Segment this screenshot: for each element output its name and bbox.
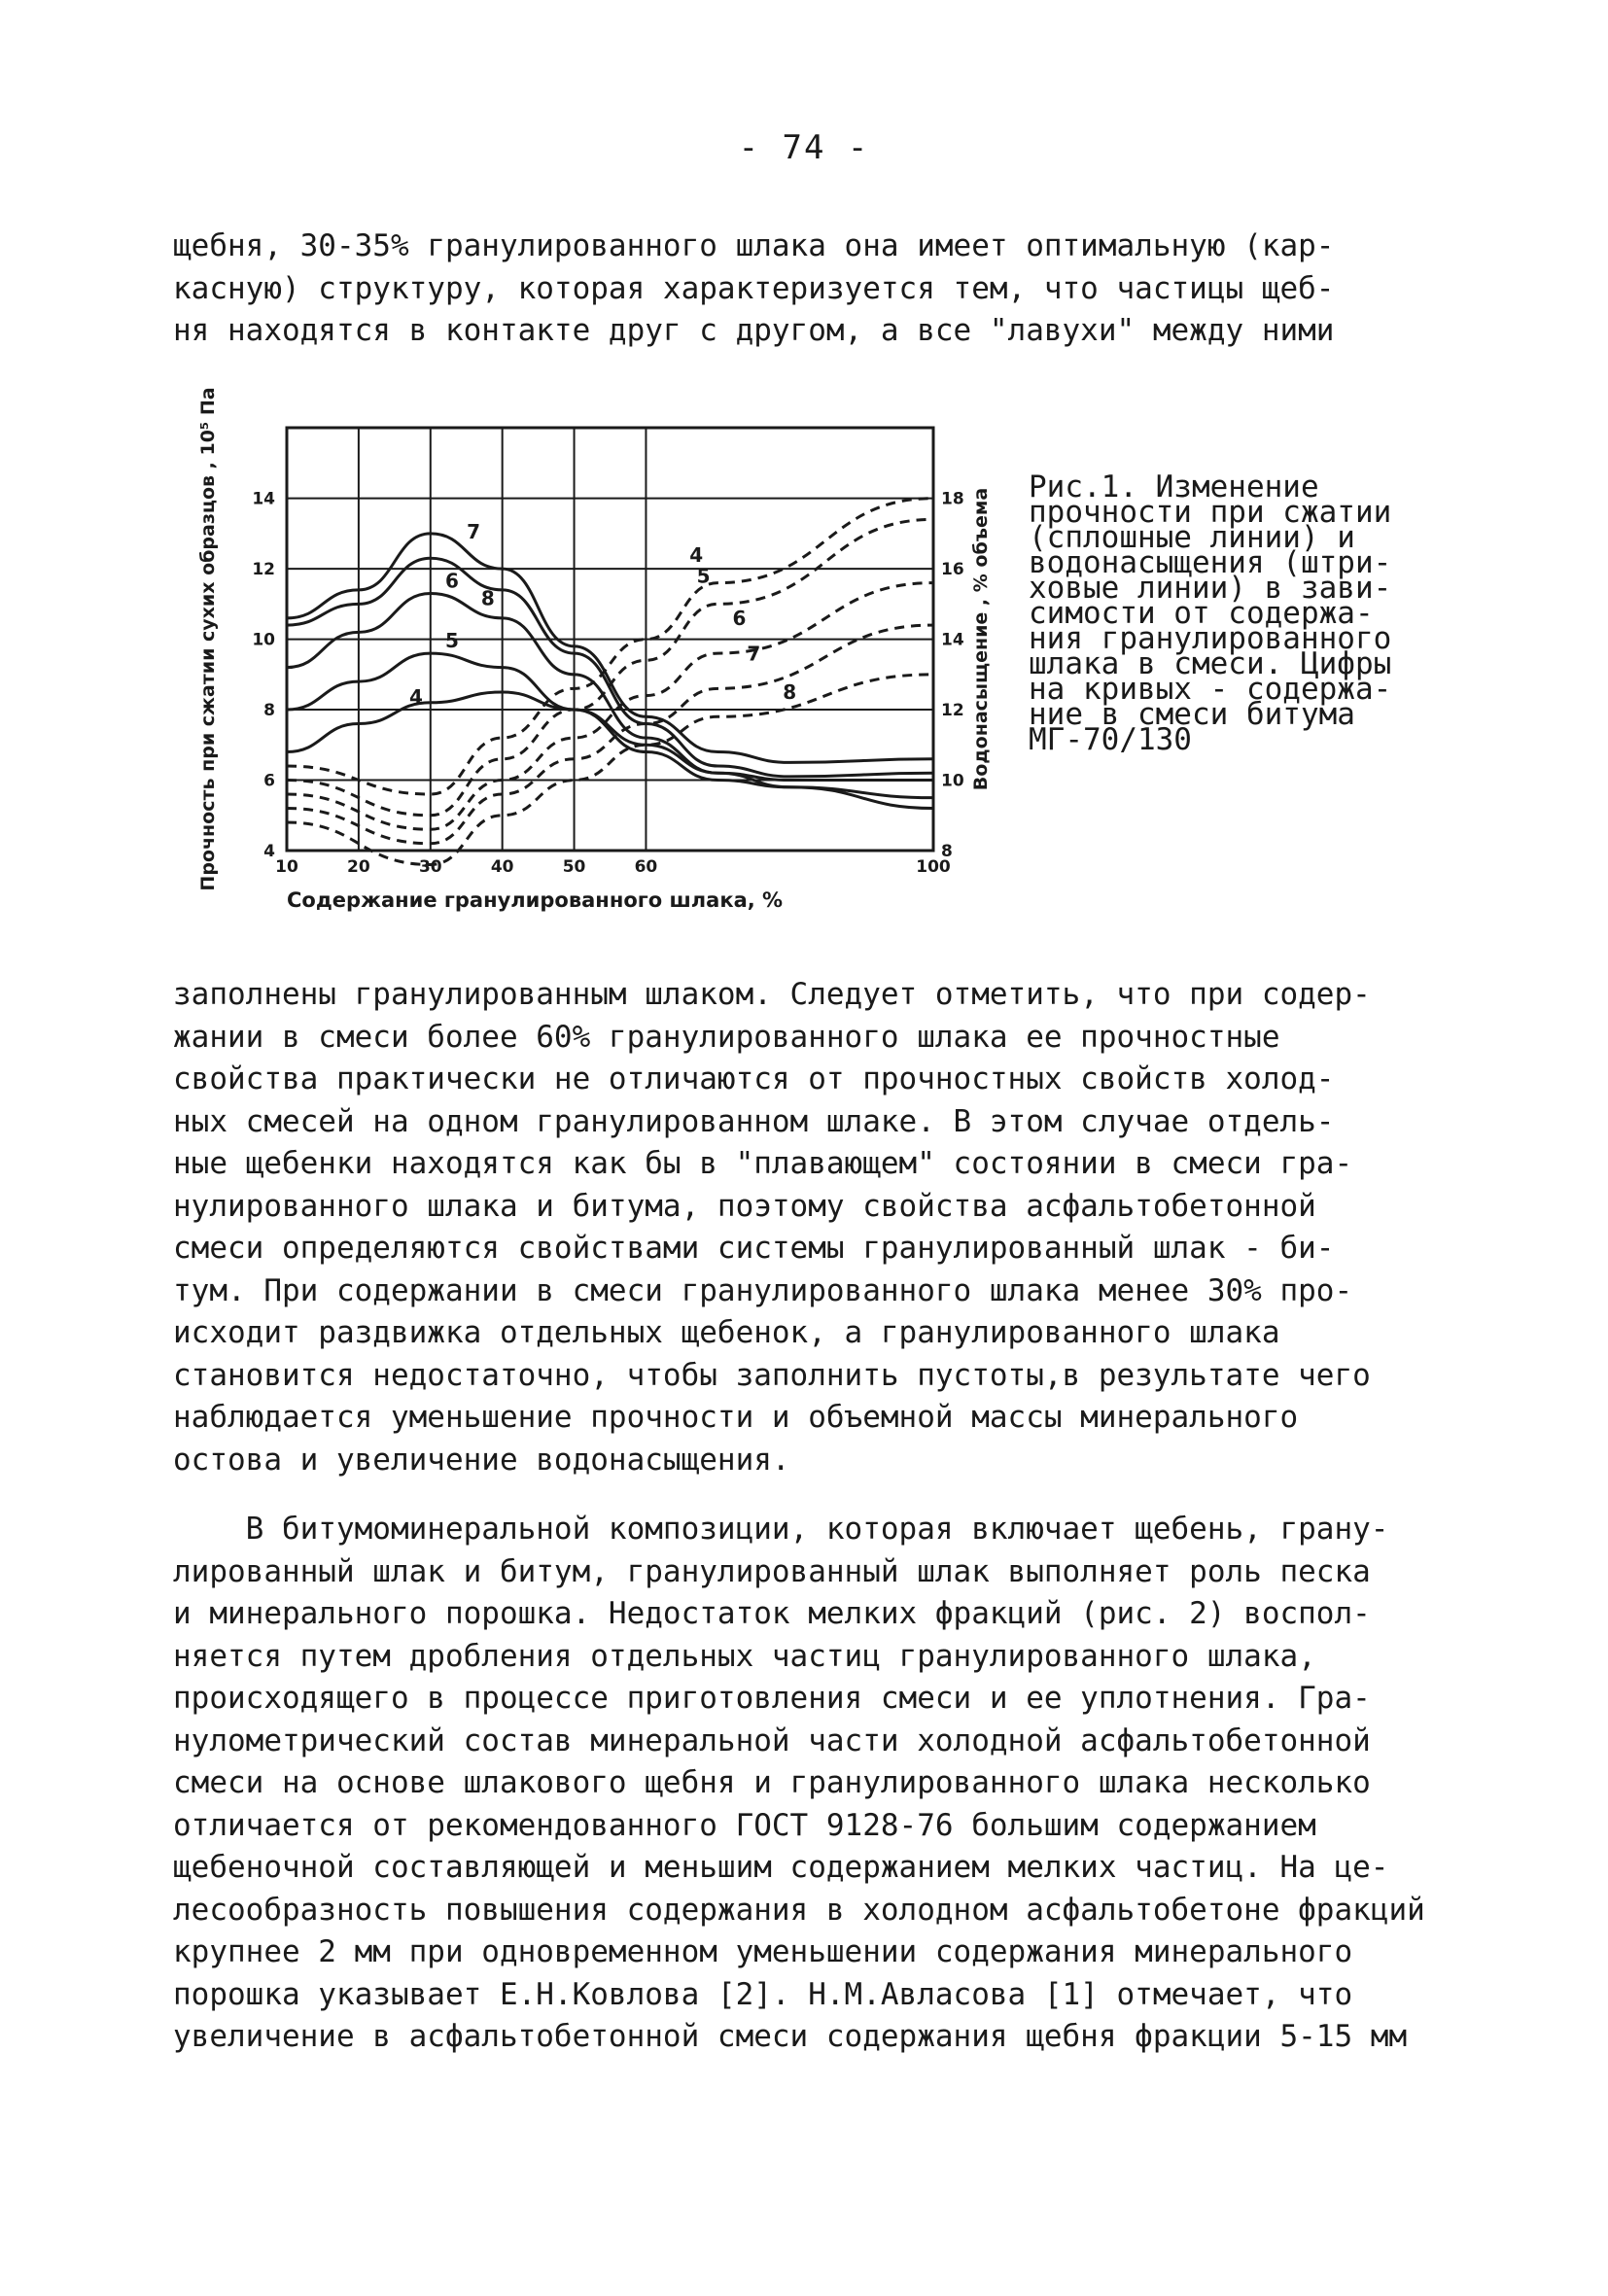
water-curve-label: 6 — [732, 607, 747, 631]
text-line: щебня, 30-35% гранулированного шлака она имеет оптимальную (кар- — [173, 228, 1335, 263]
text-line: отличается от рекомендованного ГОСТ 9128-76 большим содержанием — [173, 1807, 1316, 1843]
text-line: наблюдается уменьшение прочности и объемной массы минерального — [173, 1400, 1299, 1435]
paragraph-3 — [173, 1509, 1466, 2059]
text-line: смеси на основе шлакового щебня и гранулированного шлака несколько — [173, 1765, 1371, 1800]
text-line: порошка указывает Е.Н.Ковлова [2]. Н.М.Авласова [1] отмечает, что — [173, 1976, 1353, 2012]
text-line: остова и увеличение водонасыщения. — [173, 1442, 790, 1478]
x-tick-label: 50 — [562, 857, 586, 877]
strength-curve-8 — [287, 558, 933, 777]
text-line: и минерального порошка. Недостаток мелких фракций (рис. 2) воспол- — [173, 1596, 1371, 1631]
text-line: жании в смеси более 60% гранулированного шлака ее прочностные — [173, 1019, 1280, 1055]
water-curve-label: 7 — [747, 642, 761, 666]
text-line: становится недостаточно, чтобы заполнить пустоты,в результате чего — [173, 1357, 1371, 1393]
water-curve-7 — [287, 625, 933, 844]
x-tick-label: 100 — [916, 857, 951, 877]
water-curve-5 — [287, 519, 933, 815]
y-left-tick-label: 6 — [263, 771, 275, 791]
y-right-tick-label: 16 — [941, 560, 964, 580]
page-number: - 74 - — [738, 128, 870, 167]
figure-1 — [170, 387, 992, 933]
text-line: смеси определяются свойствами системы гранулированный шлак - би- — [173, 1231, 1335, 1266]
y-left-tick-label: 4 — [263, 842, 275, 861]
caption-line: (сплошные линии) и — [1029, 520, 1355, 555]
y-left-tick-label: 10 — [252, 630, 275, 650]
y-right-tick-label: 10 — [941, 771, 964, 791]
strength-curve-label: 7 — [467, 519, 481, 543]
text-line: тум. При содержании в смеси гранулированного шлака менее 30% про- — [173, 1272, 1353, 1308]
text-line: исходит раздвижка отдельных щебенок, а гранулированного шлака — [173, 1315, 1280, 1350]
y-right-tick-label: 8 — [941, 842, 953, 861]
x-tick-label: 40 — [490, 857, 514, 877]
text-line: увеличение в асфальтобетонной смеси содержания щебня фракции 5-15 мм — [173, 2019, 1408, 2054]
text-line: нулометрический состав минеральной части холодной асфальтобетонной — [173, 1722, 1371, 1758]
text-line: щебеночной составляющей и меньшим содержанием мелких частиц. На це- — [173, 1850, 1389, 1885]
figure-caption — [1029, 470, 1392, 757]
caption-line: прочности при сжатии — [1029, 495, 1392, 530]
caption-line: водонасыщения (штри- — [1029, 545, 1392, 580]
y-right-axis-label: Водонасыщение , % объема — [970, 487, 992, 791]
water-curve-label: 4 — [689, 542, 704, 567]
text-line: крупнее 2 мм при одновременном уменьшении содержания минерального — [173, 1934, 1353, 1969]
text-line: заполнены гранулированным шлаком. Следует отметить, что при содер- — [173, 977, 1371, 1012]
text-line: происходящего в процессе приготовления смеси и ее уплотнения. Гра- — [173, 1681, 1371, 1716]
text-line: ных смесей на одном гранулированном шлаке. В этом случае отдель- — [173, 1103, 1335, 1139]
y-right-tick-label: 12 — [941, 701, 964, 721]
x-axis-label: Содержание гранулированного шлака, % — [287, 888, 784, 912]
chart-svg — [170, 387, 992, 933]
y-left-axis-label: Прочность при сжатии сухих образцов , 10⁵ Па — [197, 387, 219, 891]
water-curve-label: 8 — [783, 680, 797, 705]
text-line: касную) структуру, которая характеризуется тем, что частицы щеб- — [173, 270, 1335, 306]
y-left-tick-label: 12 — [252, 560, 275, 580]
text-line: нулированного шлака и битума, поэтому свойства асфальтобетонной — [173, 1188, 1316, 1224]
caption-line: ние в смеси битума — [1029, 697, 1355, 732]
water-curve-label: 5 — [696, 564, 711, 588]
strength-curve-label: 8 — [480, 586, 495, 610]
water-curve-4 — [287, 499, 933, 794]
x-tick-label: 20 — [347, 857, 370, 877]
caption-line: ния гранулированного — [1029, 621, 1392, 656]
strength-curve-label: 6 — [444, 569, 459, 593]
caption-line: МГ-70/130 — [1029, 722, 1192, 757]
caption-line: симости от содержа- — [1029, 596, 1374, 631]
text-line: свойства практически не отличаются от прочностных свойств холод- — [173, 1061, 1335, 1096]
y-right-tick-label: 18 — [941, 489, 964, 509]
x-tick-label: 10 — [275, 857, 298, 877]
paragraph-1 — [173, 226, 1466, 353]
strength-curve-label: 5 — [444, 629, 459, 653]
paragraph-2 — [173, 974, 1466, 1481]
x-tick-label: 60 — [634, 857, 658, 877]
text-line: В битумоминеральной композиции, которая включает щебень, грану- — [173, 1512, 1389, 1547]
y-right-tick-label: 14 — [941, 630, 964, 650]
text-line: няется путем дробления отдельных частиц гранулированного шлака, — [173, 1638, 1316, 1674]
caption-line: шлака в смеси. Цифры — [1029, 646, 1392, 681]
caption-line: ховые линии) в зави- — [1029, 571, 1392, 606]
strength-curve-label: 4 — [409, 685, 423, 710]
y-left-tick-label: 14 — [252, 489, 275, 509]
caption-line: на кривых - содержа- — [1029, 672, 1392, 707]
text-line: лесообразность повышения содержания в холодном асфальтобетоне фракций — [173, 1892, 1425, 1928]
text-line: лированный шлак и битум, гранулированный шлак выполняет роль песка — [173, 1553, 1371, 1589]
y-left-tick-label: 8 — [263, 701, 275, 721]
x-tick-label: 30 — [418, 857, 442, 877]
caption-line: Рис.1. Изменение — [1029, 470, 1319, 504]
text-line: ня находятся в контакте друг с другом, а все "лавухи" между ними — [173, 313, 1335, 348]
text-line: ные щебенки находятся как бы в "плавающем" состоянии в смеси гра- — [173, 1146, 1353, 1181]
